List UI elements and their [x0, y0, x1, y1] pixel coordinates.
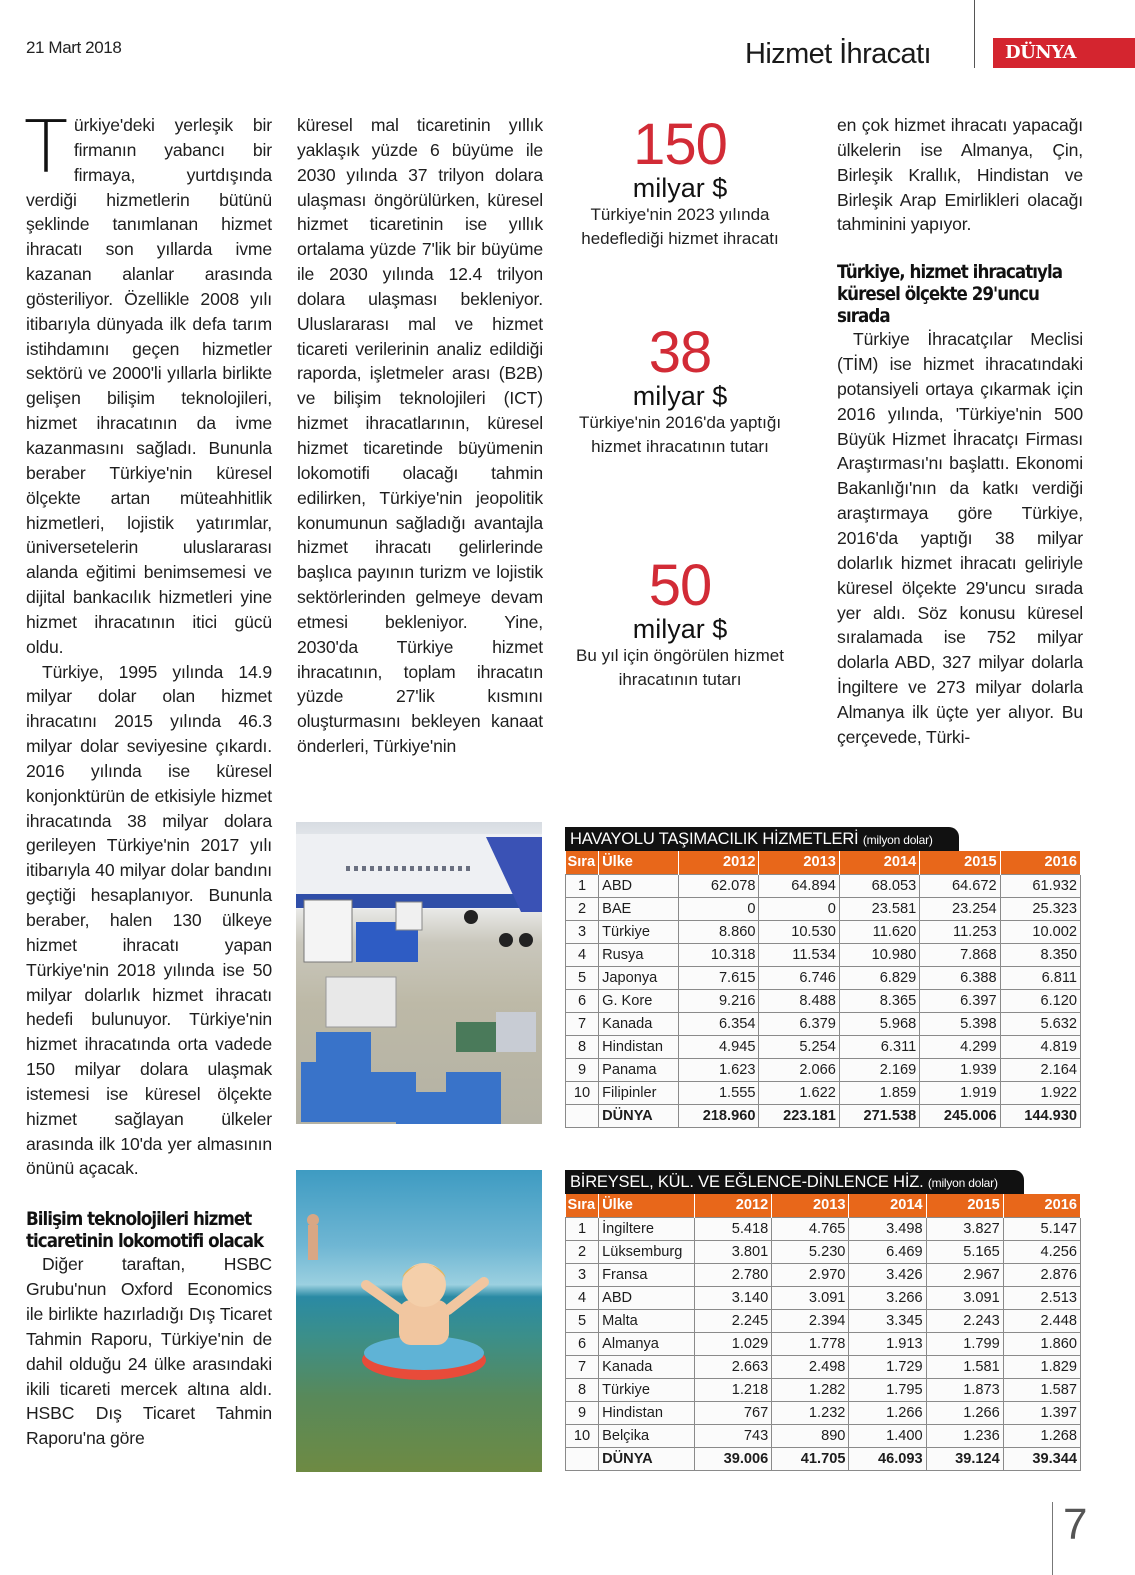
- table-row: [566, 897, 1081, 920]
- value-cell: 3.140: [695, 1286, 772, 1309]
- value-cell: 2.970: [772, 1263, 849, 1286]
- stat-description: Türkiye'nin 2023 yılında hedeflediği hizmet ihracatı: [581, 205, 779, 248]
- column-header-year: 2013: [759, 851, 839, 874]
- value-cell: 8.350: [1000, 943, 1080, 966]
- column-header-year: 2013: [772, 1194, 849, 1217]
- airport-cargo-photo: [296, 822, 542, 1124]
- folio-divider: [1052, 1502, 1053, 1575]
- value-cell: 2.164: [1000, 1058, 1080, 1081]
- stat-description: Bu yıl için öngörülen hizmet ihracatının tutarı: [576, 646, 784, 689]
- table-title-text: BİREYSEL, KÜL. VE EĞLENCE-DİNLENCE HİZ.: [570, 1173, 924, 1191]
- value-cell: 39.006: [695, 1447, 772, 1470]
- table-row: [566, 943, 1081, 966]
- rank-cell: [566, 1447, 599, 1470]
- table-row: [566, 1286, 1081, 1309]
- value-cell: 10.002: [1000, 920, 1080, 943]
- value-cell: 743: [695, 1424, 772, 1447]
- rank-cell: 4: [566, 1286, 599, 1309]
- value-cell: 1.268: [1003, 1424, 1080, 1447]
- value-cell: 5.254: [759, 1035, 839, 1058]
- value-cell: 23.581: [839, 897, 919, 920]
- country-cell: ABD: [599, 874, 679, 897]
- value-cell: 8.860: [679, 920, 759, 943]
- stat-unit: milyar $: [632, 614, 728, 644]
- value-cell: 6.388: [920, 966, 1000, 989]
- drop-cap: T: [24, 105, 68, 189]
- value-cell: 2.498: [772, 1355, 849, 1378]
- value-cell: 2.876: [1003, 1263, 1080, 1286]
- value-cell: 4.299: [920, 1035, 1000, 1058]
- country-cell: BAE: [599, 897, 679, 920]
- table-row: [566, 1401, 1081, 1424]
- country-cell: Hindistan: [599, 1035, 679, 1058]
- table-total-row: [566, 1447, 1081, 1470]
- value-cell: 6.379: [759, 1012, 839, 1035]
- value-cell: 6.311: [839, 1035, 919, 1058]
- table-row: [566, 1012, 1081, 1035]
- table-row: [566, 1378, 1081, 1401]
- value-cell: 5.165: [926, 1240, 1003, 1263]
- rank-cell: 7: [566, 1355, 599, 1378]
- value-cell: 223.181: [759, 1104, 839, 1127]
- column-header-year: 2016: [1000, 851, 1080, 874]
- brand-logo: DÜNYA: [993, 38, 1135, 68]
- table-row: [566, 1332, 1081, 1355]
- table-row: [566, 1240, 1081, 1263]
- data-table: [565, 1194, 1081, 1471]
- value-cell: 11.253: [920, 920, 1000, 943]
- value-cell: 5.147: [1003, 1217, 1080, 1240]
- value-cell: 1.587: [1003, 1378, 1080, 1401]
- column-header-year: 2012: [695, 1194, 772, 1217]
- country-cell: Fransa: [599, 1263, 695, 1286]
- country-cell: Panama: [599, 1058, 679, 1081]
- value-cell: 61.932: [1000, 874, 1080, 897]
- value-cell: 2.448: [1003, 1309, 1080, 1332]
- beach-child-illustration: [296, 1170, 542, 1472]
- value-cell: 8.488: [759, 989, 839, 1012]
- country-cell: İngiltere: [599, 1217, 695, 1240]
- table-body: [566, 1217, 1081, 1470]
- value-cell: 2.513: [1003, 1286, 1080, 1309]
- article-column-4: [837, 113, 1083, 750]
- value-cell: 5.418: [695, 1217, 772, 1240]
- value-cell: 144.930: [1000, 1104, 1080, 1127]
- value-cell: 11.620: [839, 920, 919, 943]
- value-cell: 2.245: [695, 1309, 772, 1332]
- value-cell: 2.066: [759, 1058, 839, 1081]
- country-cell: Türkiye: [599, 1378, 695, 1401]
- rank-cell: 8: [566, 1378, 599, 1401]
- value-cell: 25.323: [1000, 897, 1080, 920]
- stat-unit: milyar $: [632, 173, 728, 203]
- value-cell: 4.765: [772, 1217, 849, 1240]
- country-cell: Türkiye: [599, 920, 679, 943]
- value-cell: 68.053: [839, 874, 919, 897]
- stat-callout: [560, 112, 800, 251]
- value-cell: 5.398: [920, 1012, 1000, 1035]
- country-cell: Kanada: [599, 1355, 695, 1378]
- value-cell: 6.829: [839, 966, 919, 989]
- table-row: [566, 1263, 1081, 1286]
- column-header-country: Ülke: [599, 1194, 695, 1217]
- value-cell: 2.169: [839, 1058, 919, 1081]
- value-cell: 1.029: [695, 1332, 772, 1355]
- table-row: [566, 874, 1081, 897]
- value-cell: 271.538: [839, 1104, 919, 1127]
- table-row: [566, 1035, 1081, 1058]
- value-cell: 1.795: [849, 1378, 926, 1401]
- paragraph: Diğer taraftan, HSBC Grubu'nun Oxford Economics ile birlikte hazırladığı Dış Ticaret Tahmin Raporu, Türkiye'nin de dahil olduğu 24 ülke arasındaki ikili ticareti mercek altına aldı. HSBC Dış Ticaret Tahmin Raporu'na göre: [26, 1254, 272, 1449]
- stat-description: Türkiye'nin 2016'da yaptığı hizmet ihracatının tutarı: [578, 413, 782, 456]
- article-column-2: [297, 113, 543, 759]
- value-cell: 1.873: [926, 1378, 1003, 1401]
- rank-cell: 9: [566, 1401, 599, 1424]
- country-cell: DÜNYA: [599, 1104, 679, 1127]
- country-cell: Rusya: [599, 943, 679, 966]
- value-cell: 6.746: [759, 966, 839, 989]
- value-cell: 2.967: [926, 1263, 1003, 1286]
- column-header-year: 2014: [849, 1194, 926, 1217]
- value-cell: 10.318: [679, 943, 759, 966]
- value-cell: 1.913: [849, 1332, 926, 1355]
- value-cell: 9.216: [679, 989, 759, 1012]
- table-body: [566, 874, 1081, 1127]
- value-cell: 64.672: [920, 874, 1000, 897]
- value-cell: 1.859: [839, 1081, 919, 1104]
- paragraph: ürkiye'deki yerleşik bir firmanın yabancı bir firmaya, yurtdışında verdiği hizmetlerin bütünü şeklinde tanımlanan hizmet ihracatı son yıllarda ivme kazanan alanlar arasında gösteriliyor. Özellikle 2008 yılı itibarıyla dünyada ilk defa tarım istihdamını geçen hizmetler sektörü ve 2000'li yıllarla birlikte gelişen bilişim teknolojileri, hizmet ihracatının da ivme kazanmasını sağladı. Bununla beraber Türkiye'nin küresel ölçekte artan müteahhitlik hizmetleri, lojistik yatırımlar, üniversetelerin uluslararası alanda eğitimi benimsemesi ve dijital bankacılık hizmetleri yine hizmet ihracatının itici gücü oldu.: [26, 115, 272, 657]
- value-cell: 1.555: [679, 1081, 759, 1104]
- value-cell: 1.922: [1000, 1081, 1080, 1104]
- country-cell: Lüksemburg: [599, 1240, 695, 1263]
- value-cell: 41.705: [772, 1447, 849, 1470]
- country-cell: Kanada: [599, 1012, 679, 1035]
- value-cell: 1.218: [695, 1378, 772, 1401]
- header-divider: [974, 0, 975, 68]
- value-cell: 2.394: [772, 1309, 849, 1332]
- value-cell: 39.124: [926, 1447, 1003, 1470]
- value-cell: 6.469: [849, 1240, 926, 1263]
- rank-cell: 3: [566, 920, 599, 943]
- child-swimming-photo: [296, 1170, 542, 1472]
- column-header-country: Ülke: [599, 851, 679, 874]
- paragraph: en çok hizmet ihracatı yapacağı ülkelerin ise Almanya, Çin, Birleşik Krallık, Hindistan ve Birleşik Arap Emirlikleri olacağı tahminini yapıyor.: [837, 115, 1083, 235]
- value-cell: 23.254: [920, 897, 1000, 920]
- value-cell: 3.426: [849, 1263, 926, 1286]
- value-cell: 1.729: [849, 1355, 926, 1378]
- value-cell: 10.980: [839, 943, 919, 966]
- column-header-year: 2012: [679, 851, 759, 874]
- value-cell: 7.615: [679, 966, 759, 989]
- column-header-rank: Sıra: [566, 1194, 599, 1217]
- country-cell: Malta: [599, 1309, 695, 1332]
- table-title-text: HAVAYOLU TAŞIMACILIK HİZMETLERİ: [570, 830, 859, 848]
- value-cell: 8.365: [839, 989, 919, 1012]
- stat-value: 38: [648, 320, 712, 385]
- rank-cell: 2: [566, 897, 599, 920]
- value-cell: 767: [695, 1401, 772, 1424]
- table-header-row: [566, 1194, 1081, 1217]
- value-cell: 1.397: [1003, 1401, 1080, 1424]
- value-cell: 1.581: [926, 1355, 1003, 1378]
- country-cell: Hindistan: [599, 1401, 695, 1424]
- value-cell: 3.091: [772, 1286, 849, 1309]
- stat-callout: [560, 553, 800, 692]
- rank-cell: 9: [566, 1058, 599, 1081]
- table-row: [566, 1424, 1081, 1447]
- value-cell: 1.282: [772, 1378, 849, 1401]
- table-total-row: [566, 1104, 1081, 1127]
- country-cell: Belçika: [599, 1424, 695, 1447]
- column-header-rank: Sıra: [566, 851, 599, 874]
- value-cell: 39.344: [1003, 1447, 1080, 1470]
- value-cell: 7.868: [920, 943, 1000, 966]
- table-unit: (milyon dolar): [862, 833, 933, 847]
- subheading: Türkiye, hizmet ihracatıyla küresel ölçekte 29'uncu sırada: [837, 261, 1063, 328]
- value-cell: 0: [679, 897, 759, 920]
- stat-value: 150: [633, 112, 727, 177]
- column-header-year: 2014: [839, 851, 919, 874]
- value-cell: 1.939: [920, 1058, 1000, 1081]
- table-row: [566, 1309, 1081, 1332]
- data-table: [565, 851, 1081, 1128]
- country-cell: Filipinler: [599, 1081, 679, 1104]
- value-cell: 1.400: [849, 1424, 926, 1447]
- value-cell: 3.827: [926, 1217, 1003, 1240]
- rank-cell: 5: [566, 1309, 599, 1332]
- value-cell: 2.663: [695, 1355, 772, 1378]
- article-column-1: [24, 105, 272, 1451]
- value-cell: 890: [772, 1424, 849, 1447]
- value-cell: 4.945: [679, 1035, 759, 1058]
- value-cell: 3.345: [849, 1309, 926, 1332]
- issue-date: 21 Mart 2018: [26, 38, 122, 57]
- value-cell: 1.232: [772, 1401, 849, 1424]
- rank-cell: [566, 1104, 599, 1127]
- rank-cell: 6: [566, 1332, 599, 1355]
- recreation-services-table: [565, 1170, 1081, 1471]
- value-cell: 1.778: [772, 1332, 849, 1355]
- value-cell: 1.623: [679, 1058, 759, 1081]
- value-cell: 1.860: [1003, 1332, 1080, 1355]
- value-cell: 1.799: [926, 1332, 1003, 1355]
- value-cell: 2.780: [695, 1263, 772, 1286]
- rank-cell: 7: [566, 1012, 599, 1035]
- value-cell: 4.819: [1000, 1035, 1080, 1058]
- value-cell: 2.243: [926, 1309, 1003, 1332]
- table-row: [566, 1081, 1081, 1104]
- stat-value: 50: [648, 553, 712, 618]
- rank-cell: 10: [566, 1424, 599, 1447]
- column-header-year: 2015: [920, 851, 1000, 874]
- table-row: [566, 920, 1081, 943]
- country-cell: Almanya: [599, 1332, 695, 1355]
- value-cell: 11.534: [759, 943, 839, 966]
- value-cell: 6.397: [920, 989, 1000, 1012]
- value-cell: 218.960: [679, 1104, 759, 1127]
- table-title: [565, 1170, 1024, 1194]
- value-cell: 5.968: [839, 1012, 919, 1035]
- table-row: [566, 1217, 1081, 1240]
- stat-callout: [560, 320, 800, 459]
- airplane-illustration: [296, 822, 542, 1124]
- value-cell: 1.266: [849, 1401, 926, 1424]
- rank-cell: 8: [566, 1035, 599, 1058]
- value-cell: 6.811: [1000, 966, 1080, 989]
- rank-cell: 2: [566, 1240, 599, 1263]
- value-cell: 62.078: [679, 874, 759, 897]
- stat-unit: milyar $: [632, 381, 728, 411]
- value-cell: 1.829: [1003, 1355, 1080, 1378]
- rank-cell: 10: [566, 1081, 599, 1104]
- country-cell: Japonya: [599, 966, 679, 989]
- column-header-year: 2016: [1003, 1194, 1080, 1217]
- rank-cell: 4: [566, 943, 599, 966]
- rank-cell: 5: [566, 966, 599, 989]
- rank-cell: 1: [566, 1217, 599, 1240]
- value-cell: 3.266: [849, 1286, 926, 1309]
- value-cell: 3.498: [849, 1217, 926, 1240]
- table-header-row: [566, 851, 1081, 874]
- subheading: Bilişim teknolojileri hizmet ticaretinin lokomotifi olacak: [26, 1208, 264, 1253]
- paragraph: küresel mal ticaretinin yıllık yaklaşık yüzde 6 büyüme ile 2030 yılında 37 trilyon dolara ulaşması öngörülürken, küresel hizmet ticaretinin ise yıllık ortalama yüzde 7'lik bir büyüme ile 2030 yılında 12.4 trilyon dolara ulaşması bekleniyor. Uluslararası mal ve hizmet ticareti verilerinin analiz edildiği raporda, işletmeler arası (B2B) ve bilişim teknolojileri (ICT) hizmet ihracatlarının, küresel hizmet ticaretinde büyümenin lokomotifi olacağı tahmin edilirken, Türkiye'nin jeopolitik konumunun sağladığı avantajla hizmet ihracatı gelirlerinde başlıca payının turizm ve lojistik sektörlerinden gelmeye devam etmesi bekleniyor. Yine, 2030'da Türkiye hizmet ihracatının, toplam ihracatın yüzde 27'lik kısmını oluşturmasını bekleyen kanaat önderleri, Türkiye'nin: [297, 115, 543, 757]
- table-title: [565, 827, 959, 851]
- value-cell: 6.354: [679, 1012, 759, 1035]
- value-cell: 6.120: [1000, 989, 1080, 1012]
- country-cell: G. Kore: [599, 989, 679, 1012]
- value-cell: 245.006: [920, 1104, 1000, 1127]
- value-cell: 5.632: [1000, 1012, 1080, 1035]
- value-cell: 5.230: [772, 1240, 849, 1263]
- column-header-year: 2015: [926, 1194, 1003, 1217]
- value-cell: 4.256: [1003, 1240, 1080, 1263]
- value-cell: 46.093: [849, 1447, 926, 1470]
- value-cell: 0: [759, 897, 839, 920]
- value-cell: 1.266: [926, 1401, 1003, 1424]
- table-row: [566, 966, 1081, 989]
- paragraph: Türkiye İhracatçılar Meclisi (TİM) ise hizmet ihracatındaki potansiyeli ortaya çıkarmak için 2016 yılında, 'Türkiye'nin 500 Büyük Hizmet İhracatçı Firması Araştırması'nı başlattı. Ekonomi Bakanlığı'nın da katkı verdiği araştırmaya göre Türkiye, 2016'da yaptığı 38 milyar dolarlık hizmet ihracatı geliriyle küresel ölçekte 29'uncu sırada yer aldı. Söz konusu küresel sıralamada ise 752 milyar dolarla ABD, 327 milyar dolarla İngiltere ve 273 milyar dolarla Almanya ilk üçte yer alıyor. Bu çerçevede, Türki-: [837, 329, 1083, 747]
- paragraph: Türkiye, 1995 yılında 14.9 milyar dolar olan hizmet ihracatını 2015 yılında 46.3 milyar dolar seviyesine çıkardı. 2016 yılında ise küresel konjonktürün de etkisiyle hizmet ihracatında 38 milyar dolara gerileyen Türkiye'nin 2017 yılı itibarıyla 40 milyar dolar bandını geçtiği hesaplanıyor. Bununla beraber, halen 130 ülkeye hizmet ihracatı yapan Türkiye'nin 2018 yılında ise 50 milyar dolarlık hizmet ihracatı hedefi bulunuyor. Türkiye'nin hizmet ihracatında orta vadede 150 milyar dolara ulaşmak istemesi ise küresel ölçekte hizmet sağlayan ülkeler arasında ilk 10'da yer almasının önünü açacak.: [26, 661, 272, 1179]
- rank-cell: 6: [566, 989, 599, 1012]
- country-cell: ABD: [599, 1286, 695, 1309]
- value-cell: 3.801: [695, 1240, 772, 1263]
- table-row: [566, 989, 1081, 1012]
- value-cell: 1.919: [920, 1081, 1000, 1104]
- value-cell: 1.236: [926, 1424, 1003, 1447]
- table-unit: (milyon dolar): [927, 1176, 998, 1190]
- value-cell: 1.622: [759, 1081, 839, 1104]
- rank-cell: 3: [566, 1263, 599, 1286]
- page-number: 7: [1063, 1500, 1088, 1549]
- section-title: Hizmet İhracatı: [745, 38, 931, 70]
- air-transport-table: [565, 827, 1081, 1128]
- value-cell: 64.894: [759, 874, 839, 897]
- rank-cell: 1: [566, 874, 599, 897]
- table-row: [566, 1355, 1081, 1378]
- value-cell: 3.091: [926, 1286, 1003, 1309]
- country-cell: DÜNYA: [599, 1447, 695, 1470]
- table-row: [566, 1058, 1081, 1081]
- value-cell: 10.530: [759, 920, 839, 943]
